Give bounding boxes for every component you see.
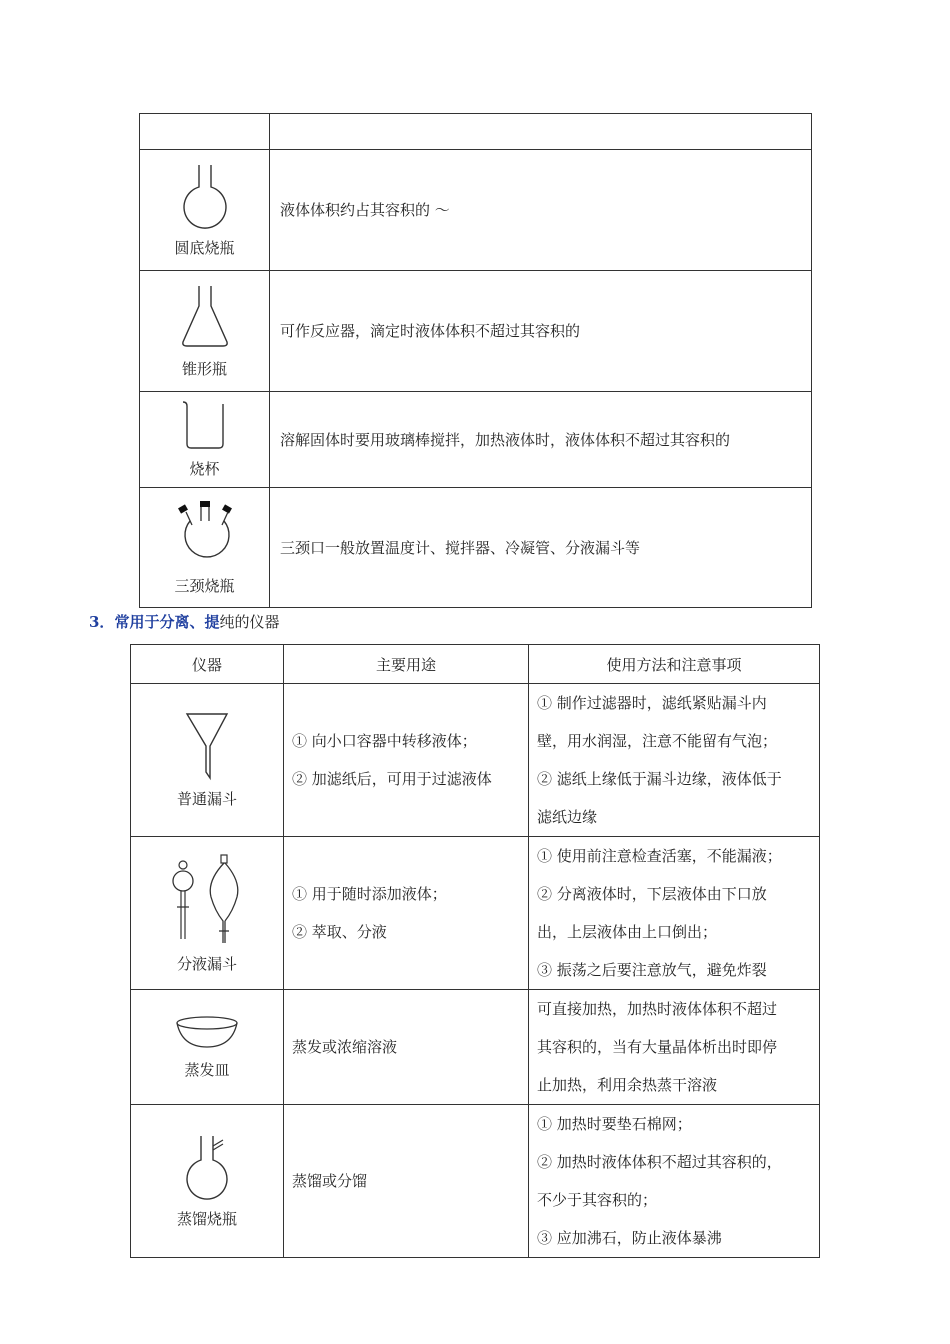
note-line: ① 制作过滤器时，滤纸紧贴漏斗内	[537, 694, 767, 712]
instrument-cell	[131, 990, 284, 1105]
table-row	[140, 150, 812, 271]
section-title-rest: 纯的仪器	[219, 613, 280, 631]
notes-cell	[529, 990, 820, 1105]
use-line: 蒸馏或分馏	[292, 1172, 368, 1190]
note-line: ① 加热时要垫石棉网；	[537, 1115, 692, 1133]
instrument-name: 圆底烧瓶	[174, 239, 235, 257]
round-bottom-flask-icon	[175, 161, 235, 231]
note-line: ① 使用前注意检查活塞，不能漏液；	[537, 847, 782, 865]
funnel-icon	[182, 710, 232, 782]
instrument-name: 锥形瓶	[181, 360, 227, 378]
note-line: 不少于其容积的；	[537, 1191, 658, 1209]
note-line: ② 加热时液体体积不超过其容积的，	[537, 1153, 782, 1171]
table-row	[140, 488, 812, 608]
table-row	[131, 1105, 820, 1258]
use-line: ② 萃取、分液	[292, 923, 387, 941]
notes-cell	[529, 684, 820, 837]
three-neck-flask-icon	[170, 499, 240, 569]
section-number: 3．	[89, 613, 115, 631]
instrument-cell	[140, 150, 270, 271]
header-cell	[140, 114, 270, 150]
note-line: ③ 应加沸石，防止液体暴沸	[537, 1229, 722, 1247]
use-line: ② 加滤纸后，可用于过滤液体	[292, 770, 492, 788]
note-line: ② 分离液体时，下层液体由下口放	[537, 885, 767, 903]
description-cell: 可作反应器，滴定时液体体积不超过其容积的	[270, 271, 812, 392]
notes-cell	[529, 1105, 820, 1258]
instrument-table-heating	[139, 113, 812, 608]
use-cell	[284, 990, 529, 1105]
table-row	[140, 271, 812, 392]
use-line: 蒸发或浓缩溶液	[292, 1038, 398, 1056]
instrument-cell	[131, 1105, 284, 1258]
table-row	[131, 684, 820, 837]
conical-flask-icon	[175, 282, 235, 352]
use-cell	[284, 1105, 529, 1258]
instrument-cell	[140, 392, 270, 488]
header-use: 主要用途	[284, 645, 529, 684]
instrument-name: 三颈烧瓶	[174, 576, 235, 595]
instrument-table-separation	[130, 644, 820, 1258]
note-line: 壁，用水润湿，注意不能留有气泡；	[537, 732, 778, 750]
instrument-cell	[131, 837, 284, 990]
table-row	[131, 837, 820, 990]
instrument-name: 蒸发皿	[184, 1061, 230, 1079]
description-cell: 溶解固体时要用玻璃棒搅拌，加热液体时，液体体积不超过其容积的	[270, 392, 812, 488]
section-title-highlight: 常用于分离、提	[114, 613, 220, 631]
description-cell: 三颈口一般放置温度计、搅拌器、冷凝管、分液漏斗等	[270, 488, 812, 608]
table-row	[131, 990, 820, 1105]
distillation-flask-icon	[177, 1132, 237, 1202]
instrument-name: 分液漏斗	[176, 955, 237, 973]
instrument-name: 普通漏斗	[176, 790, 237, 808]
instrument-cell	[140, 271, 270, 392]
instrument-cell	[140, 488, 270, 608]
use-cell	[284, 837, 529, 990]
instrument-cell	[131, 684, 284, 837]
section-heading	[89, 612, 279, 632]
note-line: ② 滤纸上缘低于漏斗边缘，液体低于	[537, 770, 782, 788]
note-line: 可直接加热，加热时液体体积不超过	[537, 1000, 778, 1018]
use-cell	[284, 684, 529, 837]
notes-cell	[529, 837, 820, 990]
note-line: 出，上层液体由上口倒出；	[537, 923, 718, 941]
evaporating-dish-icon	[172, 1013, 242, 1053]
use-line: ① 向小口容器中转移液体；	[292, 732, 477, 750]
note-line: 止加热，利用余热蒸干溶液	[537, 1076, 718, 1094]
beaker-icon	[175, 400, 235, 452]
header-notes: 使用方法和注意事项	[529, 645, 820, 684]
note-line: 滤纸边缘	[537, 808, 598, 826]
note-line: 其容积的，当有大量晶体析出时即停	[537, 1038, 778, 1056]
description-cell: 液体体积约占其容积的 ～	[270, 150, 812, 271]
use-line: ① 用于随时添加液体；	[292, 885, 447, 903]
separatory-funnel-icon	[167, 851, 247, 947]
instrument-name: 蒸馏烧瓶	[176, 1210, 237, 1228]
header-instrument: 仪器	[131, 645, 284, 684]
table-row	[140, 392, 812, 488]
instrument-name: 烧杯	[189, 459, 220, 478]
note-line: ③ 振荡之后要注意放气，避免炸裂	[537, 961, 767, 979]
header-cell	[270, 114, 812, 150]
